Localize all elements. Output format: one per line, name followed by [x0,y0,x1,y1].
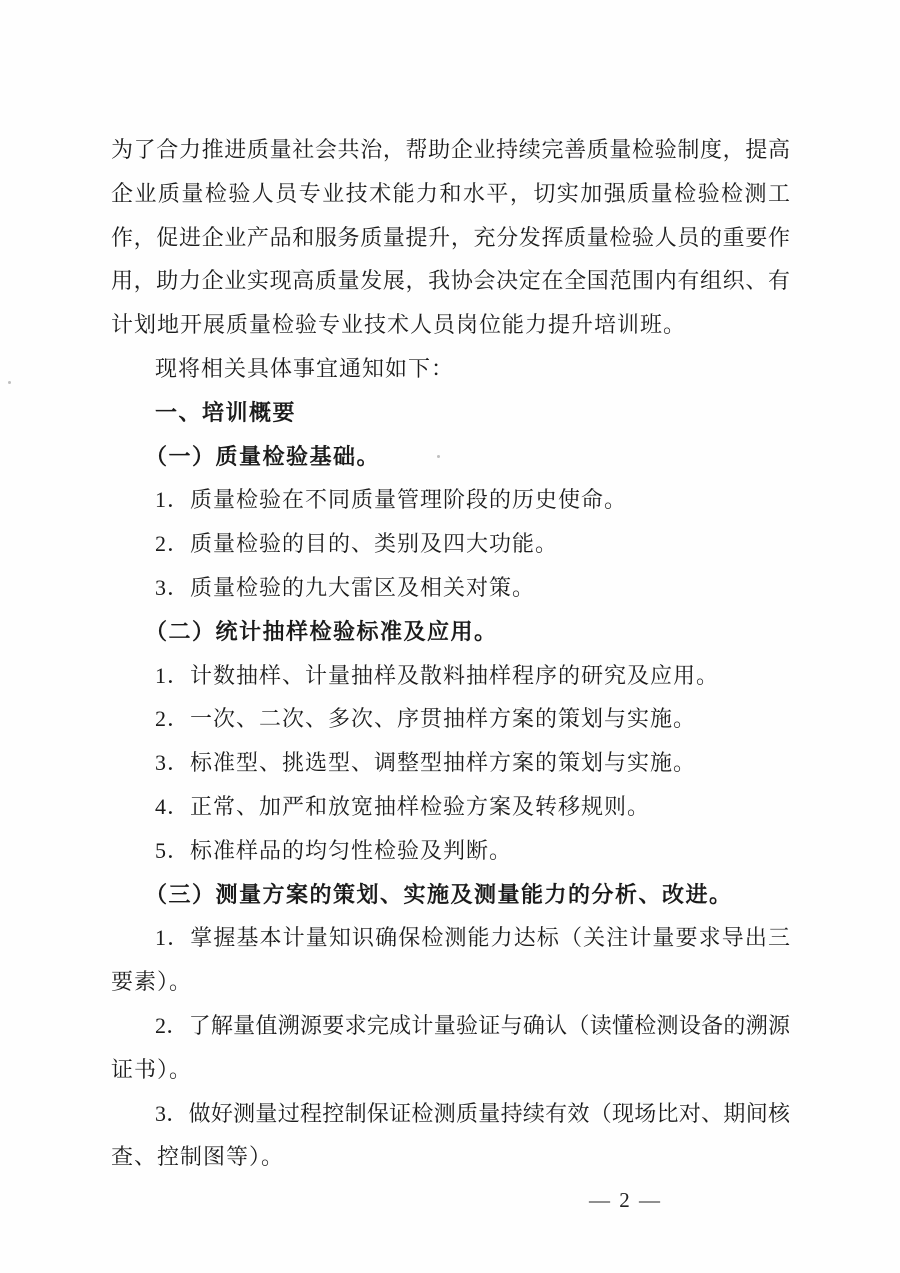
document-body [111,128,790,1223]
sampling-item-5: 5．标准样品的均匀性检验及判断。 [155,837,513,863]
basics-item-3: 3．质量检验的九大雷区及相关对策。 [155,574,536,600]
sampling-item-4: 4．正常、加严和放宽抽样检验方案及转移规则。 [155,793,651,819]
subheading-quality-inspection-basics: （一）质量检验基础。 [145,443,381,469]
heading-training-overview: 一、培训概要 [155,399,297,425]
scan-speck [8,381,11,384]
sampling-item-2: 2．一次、二次、多次、序贯抽样方案的策划与实施。 [155,706,697,732]
basics-item-1: 1．质量检验在不同质量管理阶段的历史使命。 [155,487,628,513]
measurement-item-3-line-2: 查、控制图等）。 [111,1144,285,1170]
intro-paragraph-line-2: 企业质量检验人员专业技术能力和水平，切实加强质量检验检测工 [111,180,790,206]
intro-paragraph-line-1: 为了合力推进质量社会共治，帮助企业持续完善质量检验制度，提高 [111,137,790,162]
measurement-item-1-line-1: 1．掌握基本计量知识确保检测能力达标（关注计量要求导出三 [155,925,790,951]
subheading-measurement-plan: （三）测量方案的策划、实施及测量能力的分析、改进。 [145,881,733,907]
intro-paragraph-line-4: 用，助力企业实现高质量发展，我协会决定在全国范围内有组织、有 [111,268,790,294]
measurement-item-1-line-2: 要素）。 [111,969,193,995]
intro-paragraph-line-5: 计划地开展质量检验专业技术人员岗位能力提升培训班。 [111,312,687,338]
measurement-item-2-line-2: 证书）。 [111,1056,193,1082]
measurement-item-3-line-1: 3．做好测量过程控制保证检测质量持续有效（现场比对、期间核 [155,1100,790,1126]
page-number: — 2 — [589,1188,662,1213]
subheading-sampling-standards: （二）统计抽样检验标准及应用。 [145,618,498,644]
measurement-item-2-line-1: 2．了解量值溯源要求完成计量验证与确认（读懂检测设备的溯源 [155,1012,790,1038]
basics-item-2: 2．质量检验的目的、类别及四大功能。 [155,531,559,557]
intro-paragraph-line-3: 作，促进企业产品和服务质量提升，充分发挥质量检验人员的重要作 [111,224,790,250]
notice-lead-line: 现将相关具体事宜通知如下： [155,355,455,381]
sampling-item-1: 1．计数抽样、计量抽样及散料抽样程序的研究及应用。 [155,662,720,688]
sampling-item-3: 3．标准型、挑选型、调整型抽样方案的策划与实施。 [155,750,697,776]
